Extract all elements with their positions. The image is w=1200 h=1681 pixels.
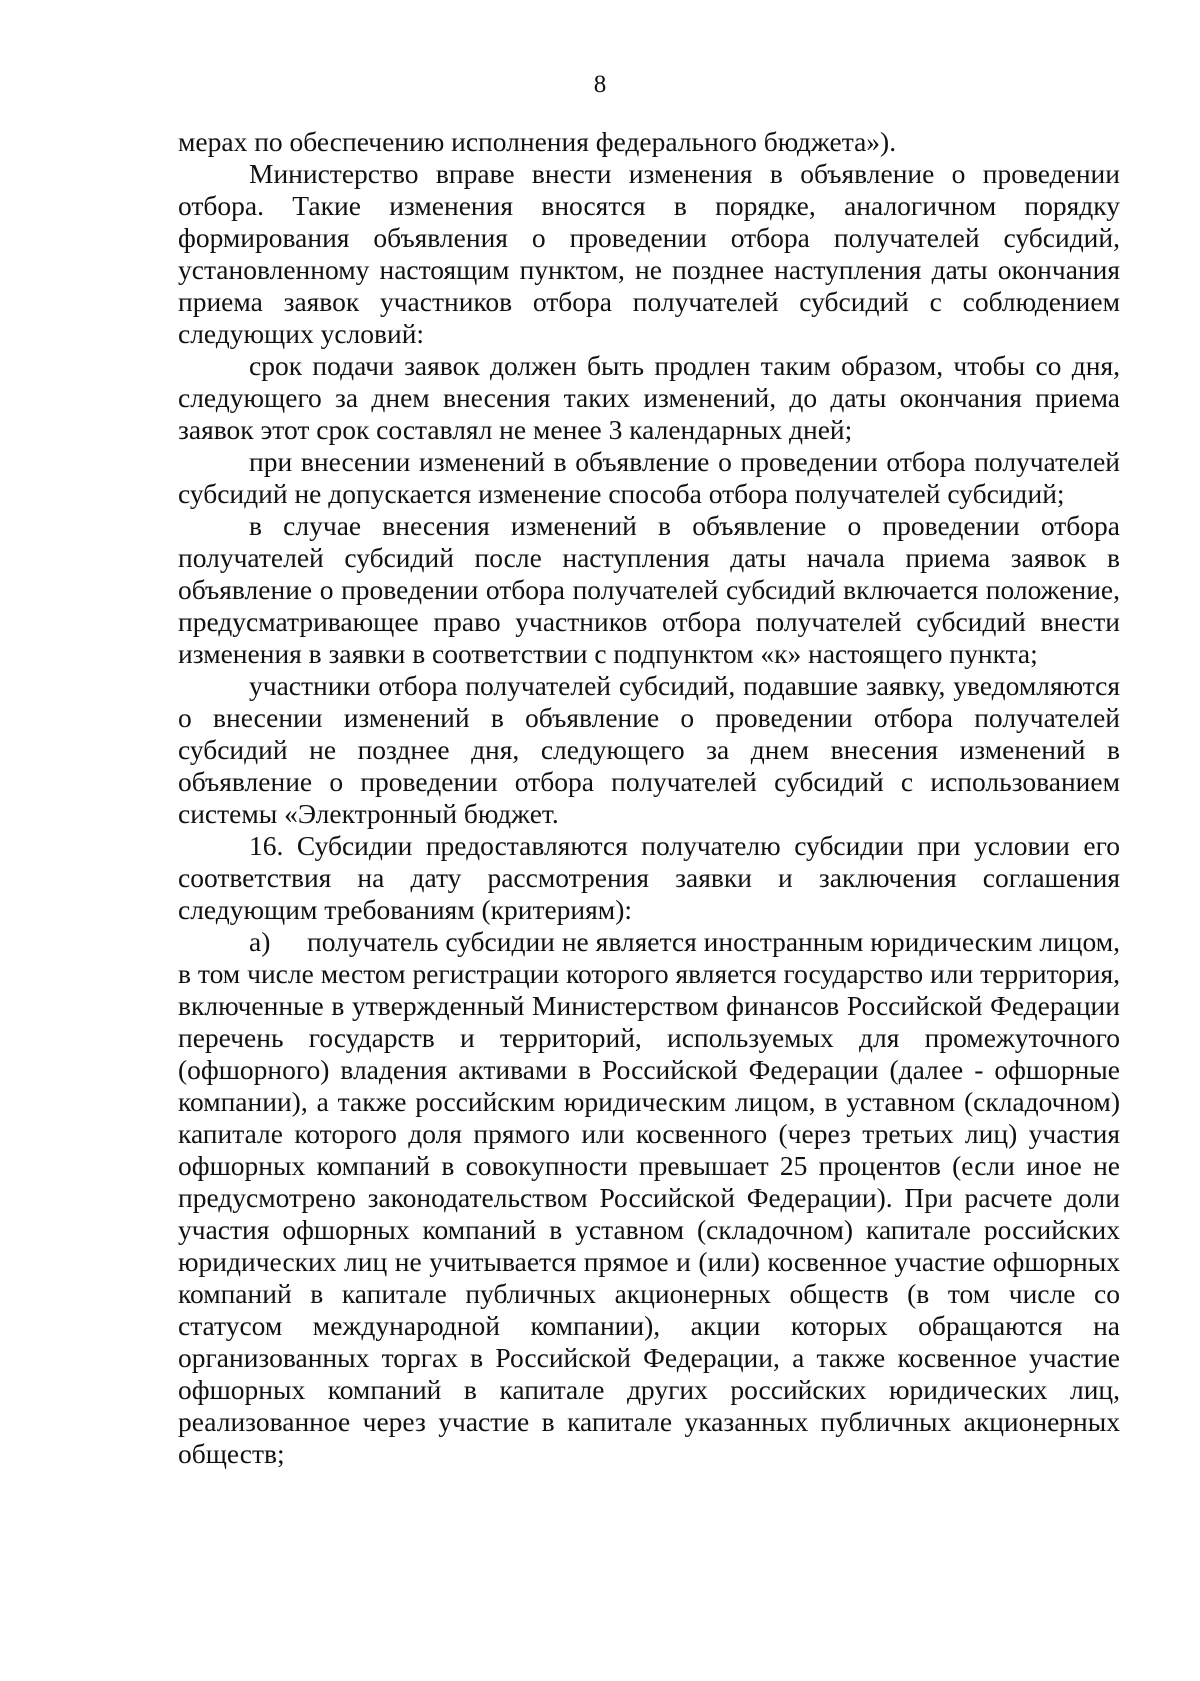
paragraph-selection-method: при внесении изменений в объявление о проведении отбора получателей субсидий не допускается изменение способа отбора получателей субсидий; (178, 446, 1120, 509)
document-body (178, 126, 1120, 1470)
item-a-text: получатель субсидии не является иностранным юридическим лицом, в том числе местом регистрации которого является государство или территория, включенные в утвержденный Министерством финансов Российской Федерации перечень государств и территорий, используемых для промежуточного (офшорного) владения активами в Российской Федерации (далее - офшорные компании), а также российским юридическим лицом, в уставном (складочном) капитале которого доля прямого или косвенного (через третьих лиц) участия офшорных компаний в совокупности превышает 25 процентов (если иное не предусмотрено законодательством Российской Федерации). При расчете доли участия офшорных компаний в уставном (складочном) капитале российских юридических лиц не учитывается прямое и (или) косвенное участие офшорных компаний в капитале публичных акционерных обществ (в том числе со статусом международной компании), акции которых обращаются на организованных торгах в Российской Федерации, а также косвенное участие офшорных компаний в капитале других российских юридических лиц, реализованное через участие в капитале указанных публичных акционерных обществ; (178, 926, 1120, 1469)
page-number: 8 (593, 71, 607, 98)
paragraph-section-16: 16. Субсидии предоставляются получателю субсидии при условии его соответствия на дату рассмотрения заявки и заключения соглашения следующим требованиям (критериям): (178, 830, 1120, 925)
paragraph-ministry-changes: Министерство вправе внести изменения в объявление о проведении отбора. Такие изменения вносятся в порядке, аналогичном порядку формирования объявления о проведении отбора получателей субсидий, установленному настоящим пунктом, не позднее наступления даты окончания приема заявок участников отбора получателей субсидий с соблюдением следующих условий: (178, 158, 1120, 349)
item-a-marker: а) (249, 926, 271, 957)
paragraph-participants-notified: участники отбора получателей субсидий, подавшие заявку, уведомляются о внесении изменений в объявление о проведении отбора получателей субсидий не позднее дня, следующего за днем внесения изменений в объявление о проведении отбора получателей субсидий с использованием системы «Электронный бюджет. (178, 670, 1120, 829)
paragraph-item-a (178, 926, 1120, 1470)
paragraph-applications-changes: в случае внесения изменений в объявление о проведении отбора получателей субсидий после наступления даты начала приема заявок в объявление о проведении отбора получателей субсидий включается положение, предусматривающее право участников отбора получателей субсидий внести изменения в заявки в соответствии с подпунктом «к» настоящего пункта; (178, 510, 1120, 669)
paragraph-deadline-extension: срок подачи заявок должен быть продлен таким образом, чтобы со дня, следующего за днем внесения таких изменений, до даты окончания приема заявок этот срок составлял не менее 3 календарных дней; (178, 350, 1120, 445)
paragraph-continuation: мерах по обеспечению исполнения федерального бюджета»). (178, 126, 897, 157)
